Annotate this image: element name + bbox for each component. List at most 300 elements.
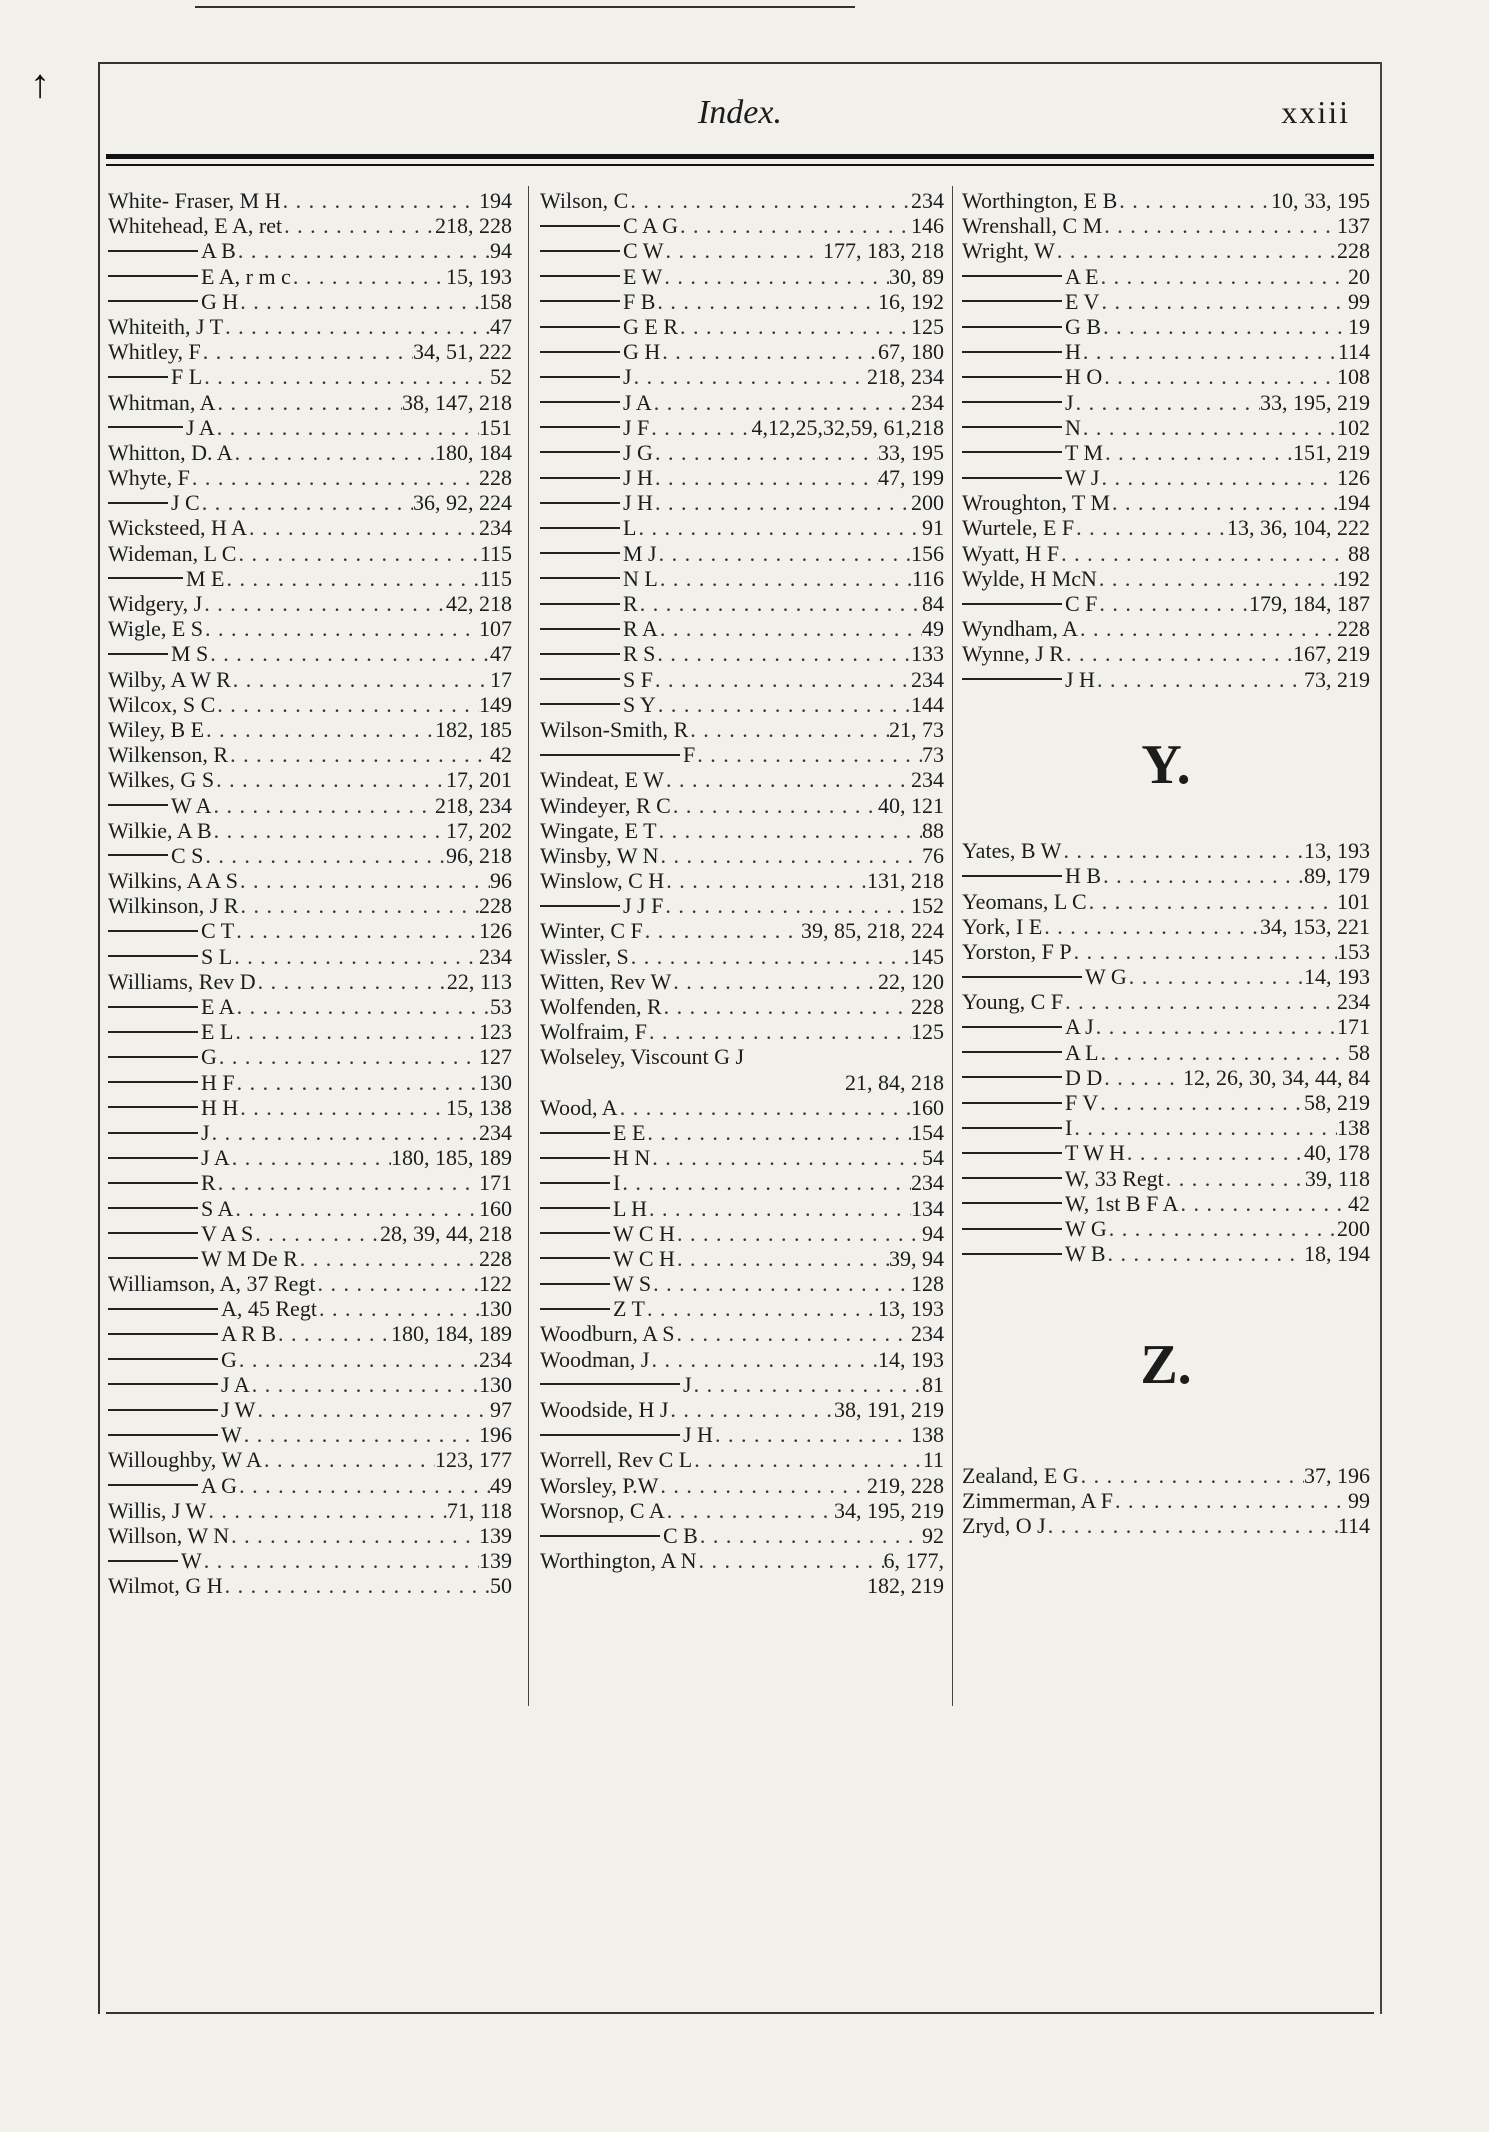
index-entry: [540, 1447, 944, 1472]
leader-dots: [1101, 314, 1348, 339]
entry-name: Woodburn, A S: [540, 1321, 675, 1347]
index-entry: [962, 213, 1370, 238]
index-entry: [962, 1140, 1370, 1165]
index-entry: [108, 264, 512, 289]
entry-pages: 54: [922, 1145, 944, 1171]
entry-pages: 234: [479, 1119, 512, 1145]
leader-dots: [210, 1120, 479, 1145]
entry-pages: 144: [911, 691, 944, 717]
entry-pages: 200: [911, 490, 944, 516]
leader-dots: [223, 1573, 490, 1598]
entry-pages: 13, 193: [1304, 838, 1370, 864]
blank-line: [962, 1292, 1370, 1317]
entry-name: Wrenshall, C M: [962, 213, 1103, 239]
entry-name: C B: [663, 1522, 698, 1548]
entry-name: H O: [1065, 364, 1103, 390]
ditto-dash: [540, 754, 680, 756]
index-entry: [540, 390, 944, 415]
entry-pages: 234: [479, 1346, 512, 1372]
index-entry: [108, 515, 512, 540]
index-entry: [962, 641, 1370, 666]
entry-pages: 126: [479, 918, 512, 944]
entry-pages: 158: [479, 288, 512, 314]
entry-pages: 39, 85, 218, 224: [801, 918, 944, 944]
entry-pages: 146: [911, 213, 944, 239]
leader-dots: [235, 1070, 479, 1095]
index-entry: [962, 863, 1370, 888]
entry-name: A R B: [221, 1321, 277, 1347]
entry-name: I: [613, 1170, 621, 1196]
ditto-dash: [540, 1232, 610, 1234]
entry-pages: 88: [1348, 540, 1370, 566]
leader-dots: [223, 314, 490, 339]
entry-name: J H: [623, 465, 653, 491]
ditto-dash: [962, 1202, 1062, 1204]
leader-dots: [236, 541, 479, 566]
entry-pages: 102: [1337, 414, 1370, 440]
index-entry: [540, 238, 944, 263]
index-entry: [540, 1422, 944, 1447]
entry-name: Whitman, A: [108, 389, 216, 415]
leader-dots: [1102, 213, 1337, 238]
leader-dots: [1099, 264, 1348, 289]
leader-dots: [242, 1422, 479, 1447]
leader-dots: [215, 415, 479, 440]
ditto-dash: [962, 678, 1062, 680]
index-entry: [540, 641, 944, 666]
entry-pages: 127: [479, 1044, 512, 1070]
index-entry: [962, 314, 1370, 339]
leader-dots: [247, 515, 479, 540]
entry-pages: 115: [479, 540, 512, 566]
index-entry: [962, 1513, 1370, 1538]
leader-dots: [1102, 1065, 1183, 1090]
leader-dots: [316, 1271, 480, 1296]
index-entry: [962, 1488, 1370, 1513]
ditto-dash: [540, 225, 620, 227]
entry-pages: 17: [490, 666, 512, 692]
entry-name: Wingate, E T: [540, 817, 657, 843]
leader-dots: [1127, 964, 1304, 989]
entry-pages: 94: [922, 1220, 944, 1246]
index-entry: [540, 944, 944, 969]
ditto-dash: [108, 1333, 218, 1335]
entry-name: Wolseley, Viscount G J: [540, 1044, 745, 1070]
ditto-dash: [540, 300, 620, 302]
entry-name: I: [1065, 1115, 1073, 1141]
ditto-dash: [108, 1434, 218, 1436]
leader-dots: [656, 692, 911, 717]
index-entry: [108, 1372, 512, 1397]
entry-pages: 228: [479, 893, 512, 919]
entry-pages: 92: [922, 1522, 944, 1548]
index-entry: [108, 1573, 512, 1598]
index-entry: [962, 1241, 1370, 1266]
entry-name: Wilkinson, J R: [108, 893, 239, 919]
index-entry: [962, 1115, 1370, 1140]
entry-pages: 96: [490, 868, 512, 894]
ditto-dash: [540, 351, 620, 353]
leader-dots: [1061, 838, 1304, 863]
entry-pages: 139: [479, 1522, 512, 1548]
leader-dots: [232, 944, 479, 969]
section-letter: Z.: [1140, 1333, 1192, 1396]
ditto-dash: [540, 703, 620, 705]
entry-pages: 151: [479, 414, 512, 440]
ditto-dash: [540, 628, 620, 630]
index-entry: [962, 289, 1370, 314]
ditto-dash: [962, 875, 1062, 877]
entry-pages: 28, 39, 44, 218: [380, 1220, 512, 1246]
index-entry: [962, 390, 1370, 415]
entry-pages: 167, 219: [1293, 641, 1370, 667]
leader-dots: [228, 742, 490, 767]
leader-dots: [1079, 1463, 1304, 1488]
entry-pages: 153: [1337, 938, 1370, 964]
leader-dots: [664, 868, 867, 893]
entry-name: W J: [1065, 465, 1100, 491]
entry-pages: 17, 201: [446, 767, 512, 793]
entry-pages: 53: [490, 994, 512, 1019]
index-entry: [962, 1040, 1370, 1065]
entry-pages: 234: [911, 389, 944, 415]
ditto-dash: [108, 250, 198, 252]
entry-pages: 17, 202: [446, 817, 512, 843]
leader-dots: [234, 918, 479, 943]
entry-name: M S: [171, 641, 209, 667]
entry-pages: 160: [479, 1195, 512, 1221]
ditto-dash: [962, 275, 1062, 277]
ditto-dash: [108, 1031, 198, 1033]
ditto-dash: [540, 905, 620, 907]
index-entry: [962, 415, 1370, 440]
entry-pages: 38, 191, 219: [834, 1397, 944, 1422]
leader-dots: [659, 843, 923, 868]
entry-pages: 10, 33, 195: [1271, 188, 1370, 213]
ditto-dash: [108, 930, 198, 932]
index-entry: [540, 742, 944, 767]
entry-pages-continued: 182, 219: [867, 1573, 944, 1599]
entry-name: York, I E: [962, 913, 1043, 939]
blank-line: [962, 1266, 1370, 1291]
leader-dots: [217, 1044, 479, 1069]
entry-name: A G: [201, 1472, 238, 1498]
index-entry: [962, 914, 1370, 939]
index-entry: [108, 1271, 512, 1296]
entry-pages: 218, 234: [867, 364, 944, 390]
leader-dots: [190, 465, 479, 490]
entry-pages: 47: [490, 313, 512, 339]
entry-name: Worthington, A N: [540, 1548, 697, 1574]
index-entry: [962, 838, 1370, 863]
entry-pages: 71, 118: [446, 1497, 512, 1523]
leader-dots: [636, 515, 922, 540]
leader-dots: [250, 1372, 479, 1397]
leader-dots: [203, 616, 479, 641]
index-entry: [108, 415, 512, 440]
ditto-dash: [540, 678, 620, 680]
leader-dots: [235, 994, 490, 1019]
index-entry: [540, 1019, 944, 1044]
entry-pages: 101: [1337, 888, 1370, 914]
ditto-dash: [540, 376, 620, 378]
leader-dots: [688, 717, 889, 742]
leader-dots: [203, 843, 446, 868]
index-entry: [108, 188, 512, 213]
index-entry: [108, 742, 512, 767]
index-page: [98, 62, 1382, 2014]
ditto-dash: [108, 1081, 198, 1083]
leader-dots: [665, 1498, 834, 1523]
ditto-dash: [962, 351, 1062, 353]
page-bottom-rule: [106, 2012, 1374, 2014]
entry-pages: 42: [490, 742, 512, 768]
index-entry: [108, 1347, 512, 1372]
entry-pages: 130: [479, 1296, 512, 1322]
entry-name: Witten, Rev W: [540, 968, 672, 994]
leader-dots: [1099, 465, 1337, 490]
ditto-dash: [108, 804, 168, 806]
entry-name: Woodside, H J: [540, 1397, 669, 1422]
index-entry: [108, 566, 512, 591]
index-entry: [108, 541, 512, 566]
index-entry: [540, 541, 944, 566]
entry-pages: 128: [911, 1271, 944, 1297]
index-entry: [540, 566, 944, 591]
leader-dots: [291, 264, 446, 289]
entry-pages: 6, 177,: [883, 1548, 944, 1574]
index-entry: [540, 767, 944, 792]
leader-dots: [671, 969, 878, 994]
entry-name: E A: [201, 994, 235, 1019]
entry-pages: 73, 219: [1304, 666, 1370, 692]
entry-pages: 39, 94: [889, 1245, 944, 1271]
entry-name: G: [221, 1346, 237, 1372]
leader-dots: [655, 641, 911, 666]
index-entry: [540, 793, 944, 818]
leader-dots: [647, 1019, 911, 1044]
index-entry: [108, 238, 512, 263]
entry-name: J J F: [623, 893, 664, 919]
leader-dots: [678, 213, 911, 238]
index-entry: [540, 264, 944, 289]
index-entry: [108, 1221, 512, 1246]
leader-dots: [657, 818, 922, 843]
ditto-dash: [962, 1102, 1062, 1104]
index-entry: [540, 213, 944, 238]
index-entry: [108, 692, 512, 717]
entry-name: J A: [221, 1371, 250, 1397]
entry-name: Wilmot, G H: [108, 1573, 223, 1599]
leader-dots: [262, 1447, 435, 1472]
entry-pages: 234: [479, 943, 512, 969]
entry-pages: 33, 195: [878, 439, 944, 465]
leader-dots: [649, 1347, 878, 1372]
leader-dots: [200, 490, 413, 515]
entry-name: G H: [623, 339, 661, 365]
index-entry: [108, 1070, 512, 1095]
ditto-dash: [962, 1051, 1062, 1053]
ditto-dash: [540, 552, 620, 554]
entry-pages: 228: [911, 994, 944, 1019]
index-entry: [108, 1321, 512, 1346]
entry-pages: 58: [1348, 1039, 1370, 1065]
entry-name: H N: [613, 1145, 651, 1171]
leader-dots: [629, 944, 911, 969]
entry-pages: 84: [922, 591, 944, 616]
leader-dots: [663, 893, 911, 918]
leader-dots: [215, 692, 479, 717]
entry-name: Wolfraim, F: [540, 1019, 647, 1045]
index-entry: [108, 440, 512, 465]
leader-dots: [208, 641, 490, 666]
index-entry: [540, 339, 944, 364]
index-entry: [962, 1166, 1370, 1191]
index-entry: [962, 591, 1370, 616]
leader-dots: [212, 793, 435, 818]
entry-name: H B: [1065, 863, 1102, 889]
index-entry: [108, 1523, 512, 1548]
entry-name: Wood, A: [540, 1094, 618, 1120]
index-entry: [540, 1044, 944, 1069]
index-entry: [540, 490, 944, 515]
index-entry: [540, 1170, 944, 1195]
index-entry: [962, 1191, 1370, 1216]
leader-dots: [238, 289, 479, 314]
entry-pages: 52: [490, 364, 512, 390]
index-entry: [962, 264, 1370, 289]
entry-pages: 156: [911, 540, 944, 566]
index-entry: [540, 667, 944, 692]
entry-name: Zimmerman, A F: [962, 1488, 1113, 1514]
entry-pages: 125: [911, 313, 944, 339]
leader-dots: [214, 767, 446, 792]
index-entry: [540, 1523, 944, 1548]
leader-dots: [229, 1523, 479, 1548]
entry-name: W G: [1085, 964, 1127, 990]
entry-name: D D: [1065, 1064, 1103, 1090]
entry-pages: 133: [911, 641, 944, 667]
index-column-1: [108, 188, 512, 1599]
entry-pages: 96, 218: [446, 842, 512, 868]
entry-name: Z T: [613, 1296, 645, 1322]
entry-pages: 152: [911, 893, 944, 919]
leader-dots: [276, 1321, 391, 1346]
entry-pages: 139: [479, 1548, 512, 1574]
ditto-dash: [540, 527, 620, 529]
blank-line: [962, 1413, 1370, 1438]
index-entry: [962, 1090, 1370, 1115]
entry-pages: 145: [911, 943, 944, 969]
leader-dots: [1117, 188, 1271, 213]
index-entry: [540, 1372, 944, 1397]
entry-name: W G: [1065, 1215, 1107, 1241]
entry-pages: 234: [479, 515, 512, 541]
entry-pages: 50: [490, 1573, 512, 1599]
index-entry: [540, 1296, 944, 1321]
index-entry: [540, 440, 944, 465]
index-entry: [540, 364, 944, 389]
entry-pages: 138: [911, 1422, 944, 1448]
index-entry: [962, 541, 1370, 566]
entry-pages: 99: [1348, 288, 1370, 314]
index-entry: [962, 339, 1370, 364]
entry-pages: 122: [479, 1271, 512, 1297]
index-entry: [108, 591, 512, 616]
index-entry: [540, 818, 944, 843]
index-entry: [108, 793, 512, 818]
entry-name: J: [623, 364, 632, 390]
entry-name: Wilkenson, R: [108, 742, 229, 768]
entry-name: Whiteith, J T: [108, 313, 224, 339]
leader-dots: [645, 1296, 878, 1321]
entry-pages: 149: [479, 691, 512, 717]
leader-dots: [668, 1397, 834, 1422]
blank-line: [962, 1438, 1370, 1463]
index-entry: [962, 1216, 1370, 1241]
entry-name: J A: [186, 414, 215, 440]
leader-dots: [645, 1120, 911, 1145]
leader-dots: [628, 188, 911, 213]
entry-name: J: [1065, 389, 1074, 415]
entry-name: F V: [1065, 1090, 1099, 1115]
entry-pages: 49: [490, 1472, 512, 1498]
header-rule-thin: [106, 164, 1374, 166]
leader-dots: [1097, 566, 1337, 591]
entry-pages: 171: [1337, 1014, 1370, 1040]
entry-name: Willoughby, W A: [108, 1447, 262, 1473]
ditto-dash: [540, 1157, 610, 1159]
leader-dots: [206, 1498, 446, 1523]
leader-dots: [1042, 914, 1260, 939]
entry-pages: 114: [1337, 1513, 1370, 1539]
entry-pages: 180, 184, 189: [391, 1321, 512, 1347]
entry-pages: 4,12,25,32,59, 61,218: [751, 414, 944, 440]
entry-name: Wideman, L C: [108, 540, 237, 566]
entry-pages: 130: [479, 1069, 512, 1095]
index-entry: [540, 616, 944, 641]
entry-name: N: [1065, 414, 1081, 440]
leader-dots: [1072, 1115, 1337, 1140]
entry-pages: 234: [911, 767, 944, 793]
entry-pages: 177, 183, 218: [823, 238, 944, 264]
ditto-dash: [108, 1383, 218, 1385]
entry-name: Young, C F: [962, 989, 1064, 1015]
ditto-dash: [540, 1132, 610, 1134]
entry-name: White- Fraser, M H: [108, 188, 281, 213]
ditto-dash: [540, 1257, 610, 1259]
leader-dots: [237, 1473, 490, 1498]
index-entry: [962, 616, 1370, 641]
leader-dots: [298, 1246, 479, 1271]
entry-name: E W: [623, 263, 663, 289]
index-entry: [108, 465, 512, 490]
entry-name: W: [181, 1548, 202, 1574]
entry-name: W: [221, 1422, 242, 1448]
entry-name: J H: [683, 1422, 713, 1448]
entry-name: Whitley, F: [108, 339, 201, 365]
entry-name: Winslow, C H: [540, 868, 665, 894]
leader-dots: [1110, 490, 1337, 515]
leader-dots: [664, 767, 911, 792]
leader-dots: [698, 1523, 922, 1548]
ditto-dash: [540, 1207, 610, 1209]
entry-name: Whitehead, E A, ret: [108, 213, 283, 239]
leader-dots: [1097, 591, 1249, 616]
ditto-dash: [962, 1076, 1062, 1078]
index-entry: [108, 1397, 512, 1422]
index-entry: [108, 1044, 512, 1069]
